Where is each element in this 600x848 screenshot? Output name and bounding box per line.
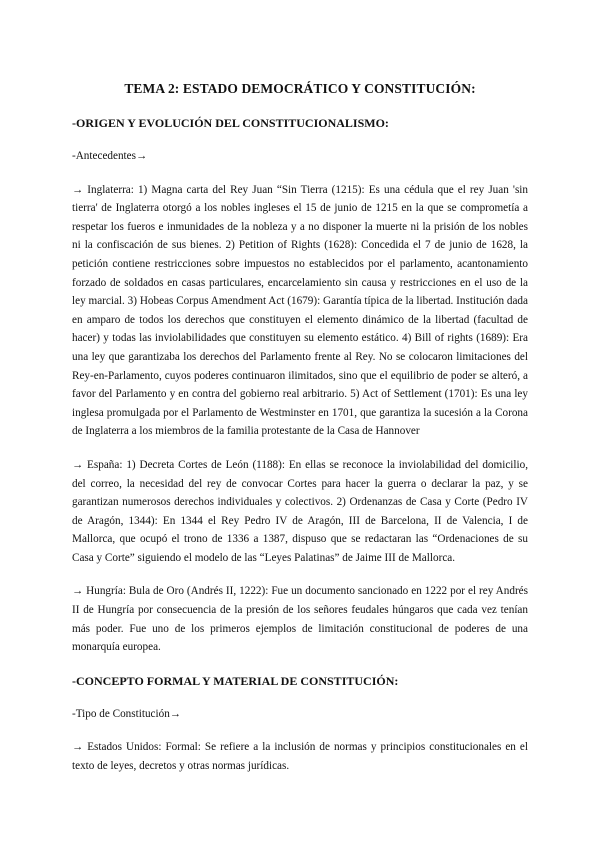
paragraph-estados-unidos: → Estados Unidos: Formal: Se refiere a la inclusión de normas y principios constitucionales en el texto de leyes, decretos y otras normas jurídicas.: [72, 741, 528, 773]
paragraph-hungria: → Hungría: Bula de Oro (Andrés II, 1222): Fue un documento sancionado en 1222 por el rey Andrés II de Hungría por consecuencia de la presión de los señores feudales húngaros que cada vez tenían más poder. Fue uno de los primeros ejemplos de limitación constitucional de poderes de una monarquía europea.: [72, 585, 528, 654]
paragraph-inglaterra: → Inglaterra: 1) Magna carta del Rey Juan “Sin Tierra (1215): Es una cédula que el rey Juan 'sin tierra' de Inglaterra otorgó a los nobles ingleses el 15 de junio de 1215 en la que se comprometía a respetar los fueros e inmunidades de la nobleza y a no disponer la muerte ni la prisión de los nobles ni la confiscación de sus bienes. 2) Petition of Rights (1628): Concedida el 7 de junio de 1628, la petición contiene restricciones sobre impuestos no establecidos por el parlamento, acantonamiento forzado de soldados en casas particulares, encarcelamiento sin causa y restricciones en el uso de la ley marcial. 3) Hobeas Corpus Amendment Act (1679): Garantía típica de la libertad. Institución dada en amparo de todos los derechos que constituyen el elemento dinámico de la libertad (facultad de hacer) y todas las inviolabilidades que constituyen su elemento estático. 4) Bill of rights (1689): Era una ley que garantizaba los derechos del Parlamento frente al Rey. No se colocaron limitaciones del Rey-en-Parlamento, cuyos poderes continuaron ilimitados, sino que el equilibrio de poder se alteró, a favor del Parlamento y en contra del gobierno real arbitrario. 5) Act of Settlement (1701): Es una ley inglesa promulgada por el Parlamento de Westminster en 1701, que garantiza la sucesión a la Corona de Inglaterra a los miembros de la familia protestante de la Casa de Hannover: [72, 183, 528, 438]
document-title: TEMA 2: ESTADO DEMOCRÁTICO Y CONSTITUCIÓN:: [124, 81, 476, 96]
document-page: [72, 80, 528, 791]
paragraph-espana: → España: 1) Decreta Cortes de León (1188): En ellas se reconoce la inviolabilidad del domicilio, del correo, la necesidad del rey de convocar Cortes para hacer la guerra o declarar la paz, y se garantizan numerosos derechos individuales y colectivos. 2) Ordenanzas de Casa y Corte (Pedro IV de Aragón, 1344): En 1344 el Rey Pedro IV de Aragón, III de Barcelona, II de Valencia, I de Mallorca, que ocupó el trono de 1336 a 1387, dispuso que se redactaran las “Ordenaciones de su Casa y Corte” siguiendo el modelo de las “Leyes Palatinas” de Jaime III de Mallorca.: [72, 458, 528, 564]
section-heading-concepto: -CONCEPTO FORMAL Y MATERIAL DE CONSTITUCIÓN:: [72, 673, 399, 688]
subsection-label-tipo: -Tipo de Constitución→: [72, 707, 181, 720]
section-heading-origen: -ORIGEN Y EVOLUCIÓN DEL CONSTITUCIONALISMO:: [72, 116, 389, 130]
subsection-label-antecedentes: -Antecedentes→: [72, 150, 148, 162]
